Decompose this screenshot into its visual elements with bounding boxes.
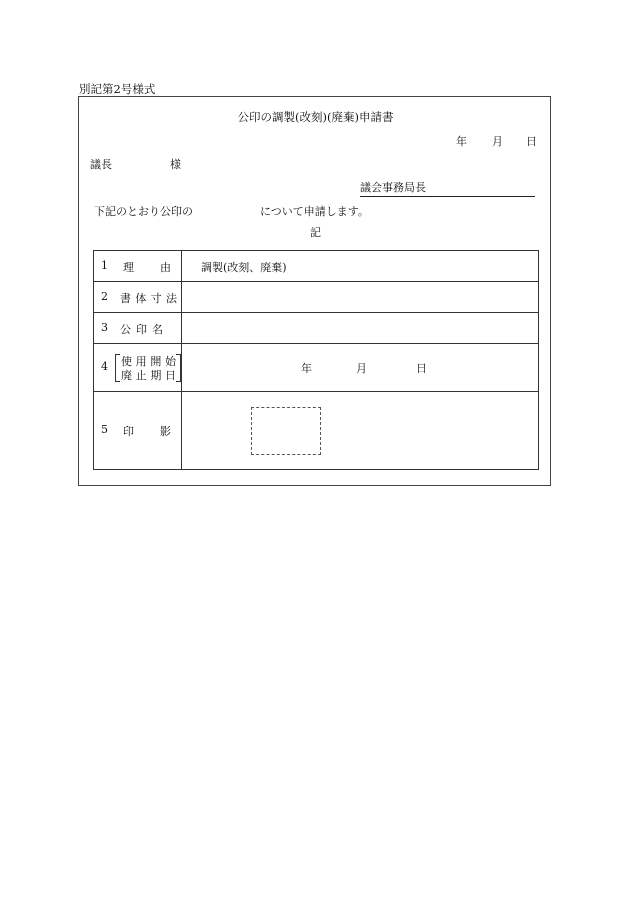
row-divider xyxy=(94,312,538,313)
column-divider xyxy=(181,251,182,469)
addressee-chair: 議長 xyxy=(90,158,112,171)
right-bracket xyxy=(176,354,181,382)
row-3-label-text xyxy=(120,321,163,337)
row-4-number: 4 xyxy=(101,360,108,373)
row-4-date-day: 日 xyxy=(416,362,427,375)
applicant-title: 議会事務局長 xyxy=(360,179,535,197)
row-4-label-char: 日 xyxy=(164,369,176,382)
row-5-number: 5 xyxy=(101,423,108,436)
form-title: 公印の調製(改刻)(廃棄)申請書 xyxy=(237,110,394,124)
row-4-label xyxy=(101,353,177,383)
left-bracket xyxy=(115,354,120,382)
row-5-label-text xyxy=(123,423,171,439)
row-4-label-char: 用 xyxy=(135,355,147,368)
row-4-label-char: 開 xyxy=(150,355,162,368)
row-4-label-line2 xyxy=(121,367,176,383)
row-2-label-char: 体 xyxy=(135,292,147,305)
addressee-honorific: 様 xyxy=(170,158,181,171)
row-3-label-char: 印 xyxy=(136,323,147,336)
row-1-label-text xyxy=(123,259,171,275)
row-4-label-char: 始 xyxy=(164,355,176,368)
row-4-label-char: 期 xyxy=(150,369,162,382)
row-2-number: 2 xyxy=(101,290,108,303)
application-form xyxy=(78,96,551,486)
row-4-date-year: 年 xyxy=(301,362,312,375)
row-4-label-char: 使 xyxy=(121,355,132,368)
date-year: 年 xyxy=(456,135,467,148)
row-4-date-month: 月 xyxy=(356,362,367,375)
body-text-before-blank: 下記のとおり公印の xyxy=(94,205,193,218)
ki-heading: 記 xyxy=(310,226,321,239)
row-1-label-char: 由 xyxy=(160,261,171,274)
row-3-label-char: 公 xyxy=(120,323,131,336)
row-divider xyxy=(94,343,538,344)
row-1-number: 1 xyxy=(101,259,108,272)
date-day: 日 xyxy=(526,135,537,148)
row-4-label-char: 止 xyxy=(135,369,147,382)
row-4-label-char: 廃 xyxy=(121,369,132,382)
row-3-label-char: 名 xyxy=(152,323,163,336)
row-5-label-char: 影 xyxy=(160,425,171,438)
date-month: 月 xyxy=(492,135,503,148)
row-divider xyxy=(94,281,538,282)
row-2-label-char: 書 xyxy=(120,292,131,305)
seal-impression-box xyxy=(251,407,321,455)
row-2-label-char: 寸 xyxy=(150,292,162,305)
row-2-label-char: 法 xyxy=(165,292,177,305)
row-1-value: 調製(改刻、廃棄) xyxy=(201,261,287,274)
row-divider xyxy=(94,391,538,392)
row-3-number: 3 xyxy=(101,321,108,334)
form-number-label: 別記第2号様式 xyxy=(79,82,156,96)
body-text-after-blank: について申請します。 xyxy=(260,205,369,218)
row-1-label-char: 理 xyxy=(123,261,134,274)
row-2-label-text xyxy=(120,290,177,306)
row-5-label-char: 印 xyxy=(123,425,134,438)
